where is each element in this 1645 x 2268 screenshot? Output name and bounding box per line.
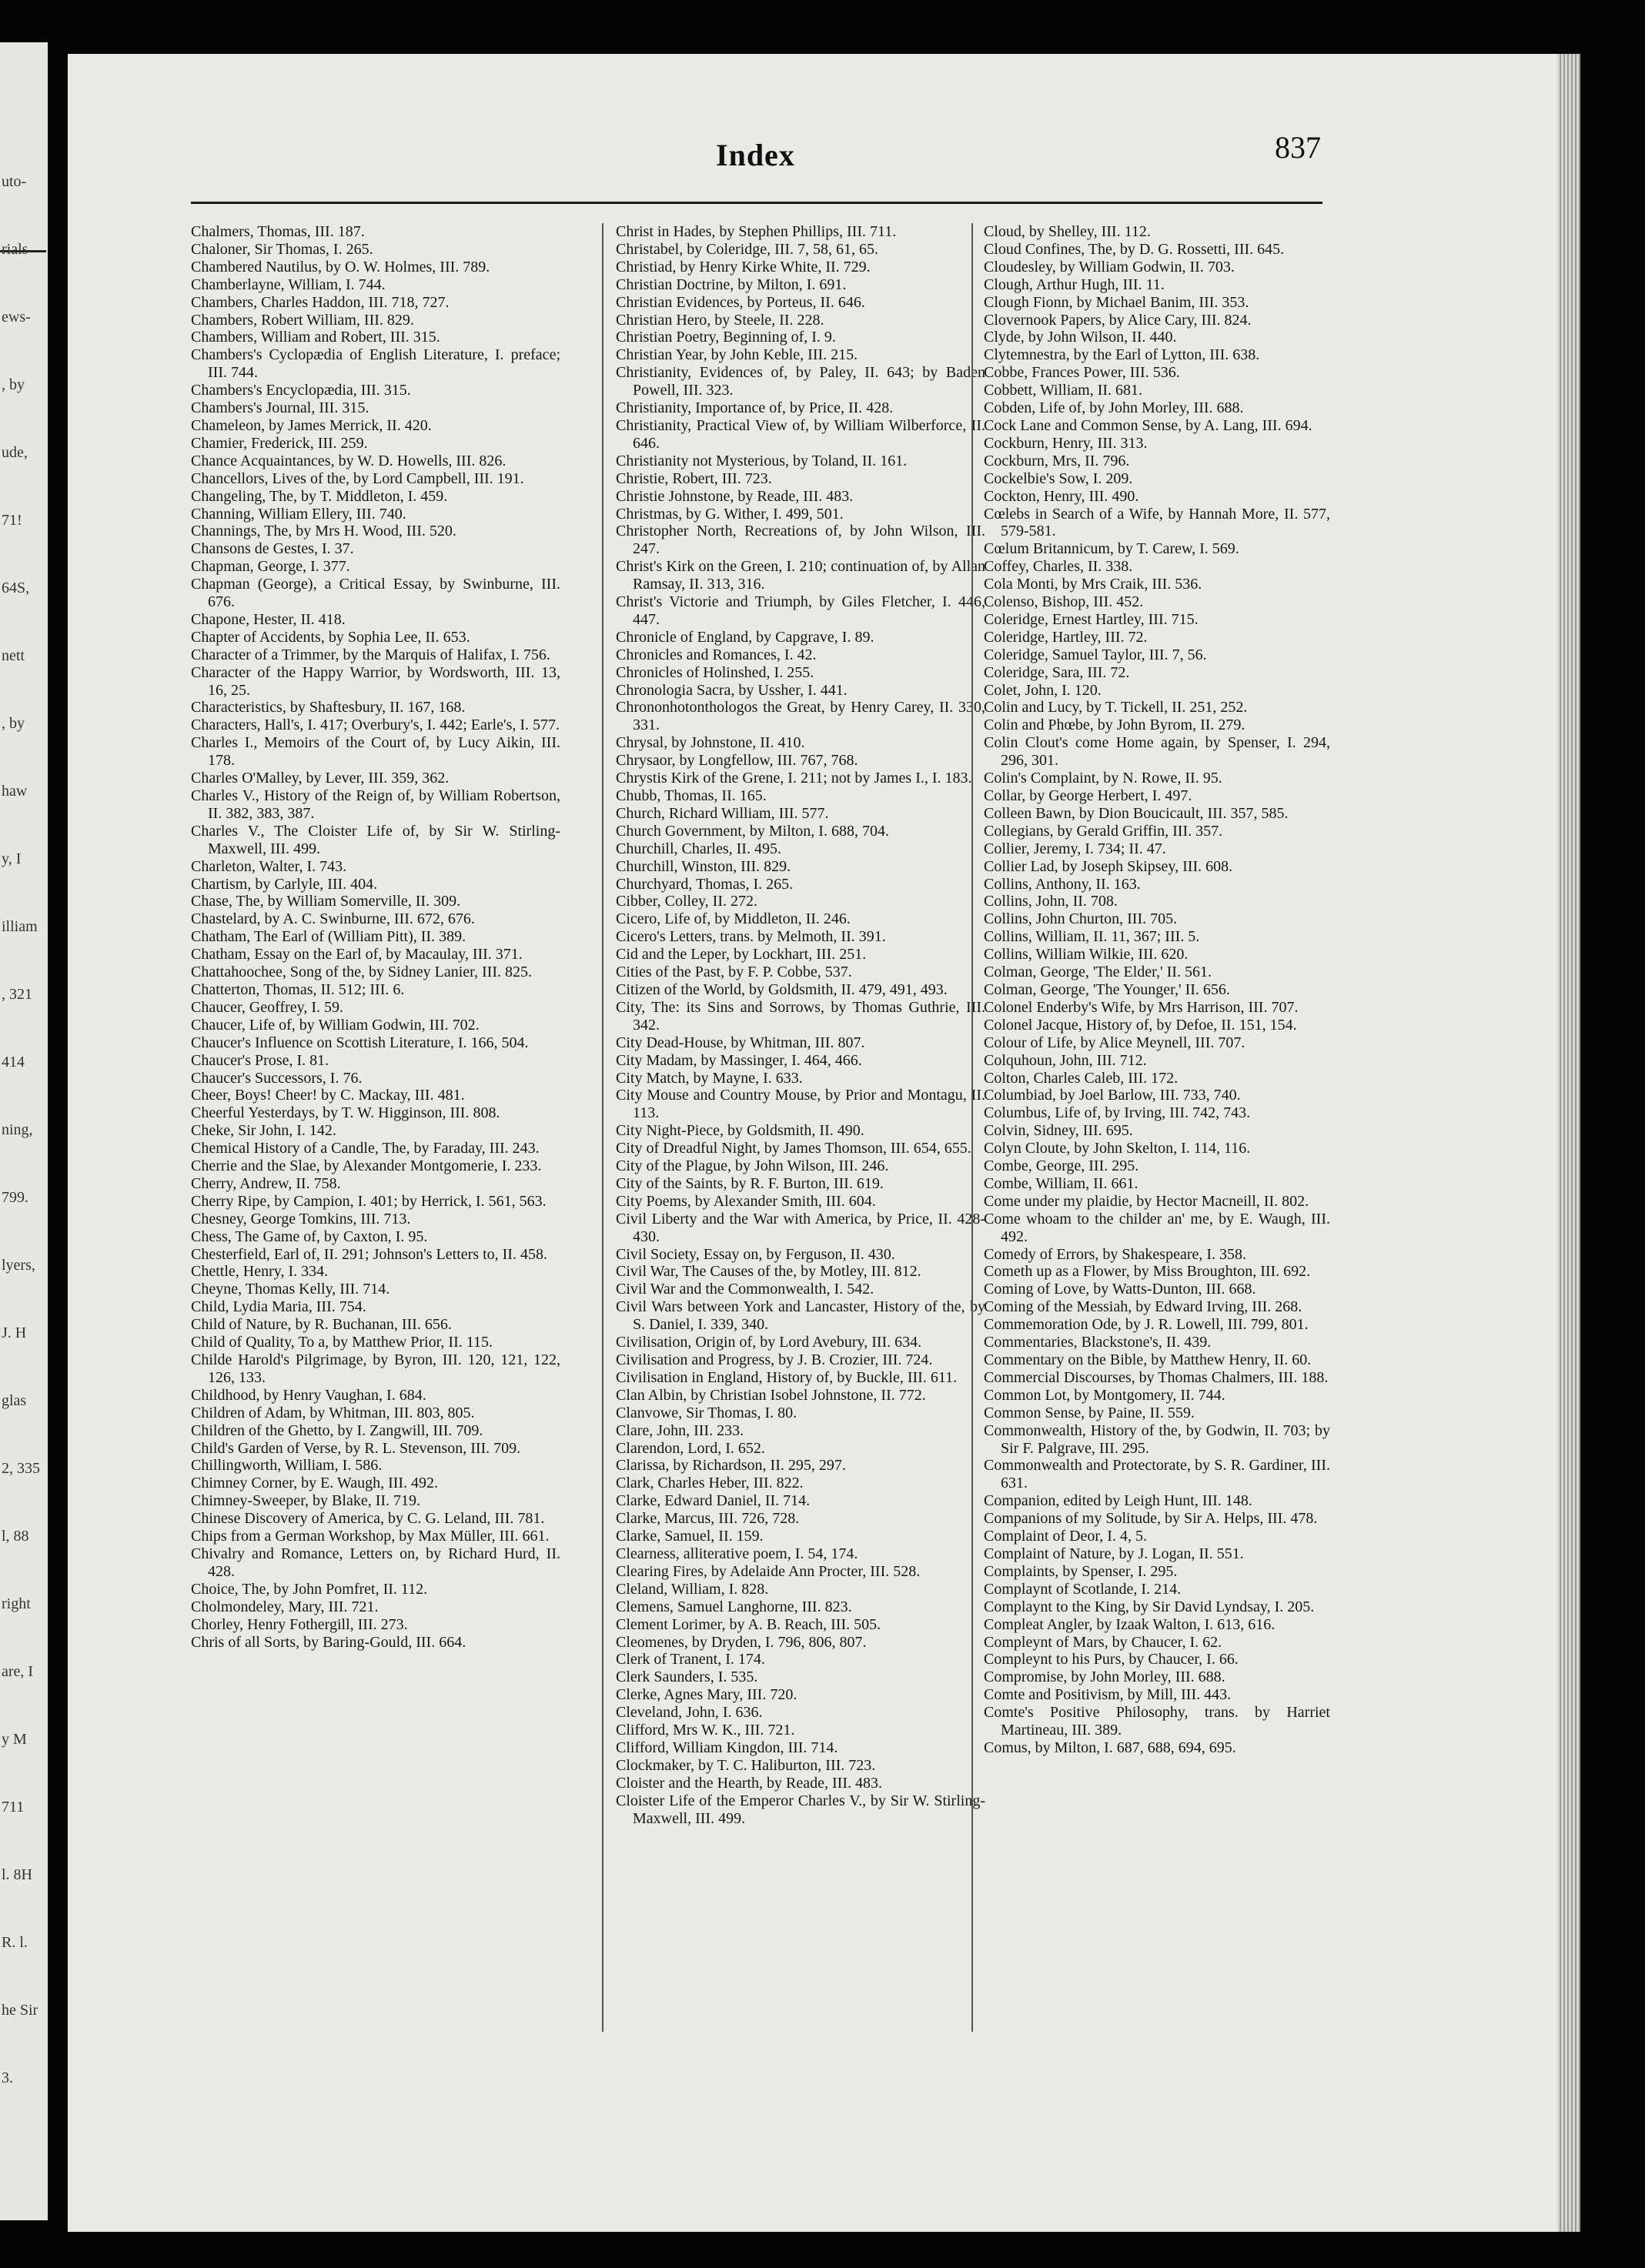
left-page-text-fragment: illiam [2,918,38,935]
left-page-text-fragment: haw [2,783,28,800]
index-entry: Chambers's Encyclopædia, III. 315. [191,382,411,399]
index-entry: Chamberlayne, William, I. 744. [191,276,386,293]
index-entry: Coleridge, Ernest Hartley, III. 715. [984,610,1199,628]
index-entry: Cockton, Henry, III. 490. [984,487,1139,505]
index-entry: Civil War, The Causes of the, by Motley, III. 812. [616,1263,921,1281]
index-entry: Cleveland, John, I. 636. [616,1704,763,1722]
index-entry: Civil Wars between York and Lancaster, History of the, by S. Daniel, I. 339, 340. [616,1298,985,1334]
index-entry: Colleen Bawn, by Dion Boucicault, III. 357, 585. [984,804,1289,822]
index-entry: Colin Clout's come Home again, by Spenser, I. 294, 296, 301. [984,734,1330,770]
index-entry: Christopher North, Recreations of, by John Wilson, III. 247. [616,523,985,558]
index-entry: Clerk Saunders, I. 535. [616,1668,758,1686]
index-entry: Clare, John, III. 233. [616,1421,744,1439]
index-entry: Clemens, Samuel Langhorne, III. 823. [616,1598,852,1615]
left-page-text-fragment: 711 [2,1799,25,1815]
index-entry: Chinese Discovery of America, by C. G. Leland, III. 781. [191,1510,545,1528]
index-entry: Church, Richard William, III. 577. [616,804,829,822]
index-entry: Chalmers, Thomas, III. 187. [191,223,365,240]
index-entry: Coming of Love, by Watts-Dunton, III. 668. [984,1281,1256,1298]
index-entry: Chapman (George), a Critical Essay, by Swinburne, III. 676. [191,576,560,611]
index-entry: Cobden, Life of, by John Morley, III. 688. [984,399,1244,417]
index-entry: Comedy of Errors, by Shakespeare, I. 358. [984,1245,1247,1263]
index-entry: Coffey, Charles, II. 338. [984,558,1133,576]
index-entry: Christian Hero, by Steele, II. 228. [616,311,824,329]
index-entry: Chatham, The Earl of (William Pitt), II. 389. [191,928,466,946]
index-entry: Clarendon, Lord, I. 652. [616,1439,765,1457]
index-entry: Colin's Complaint, by N. Rowe, II. 95. [984,770,1222,787]
index-entry: Chameleon, by James Merrick, II. 420. [191,416,432,434]
index-entry: Chambers, William and Robert, III. 315. [191,329,440,346]
index-entry: Chansons de Gestes, I. 37. [191,540,354,558]
index-entry: Clough Fionn, by Michael Banim, III. 353. [984,293,1249,311]
index-entry: Clockmaker, by T. C. Haliburton, III. 723. [616,1756,876,1774]
index-entry: Chatterton, Thomas, II. 512; III. 6. [191,980,405,998]
index-entry: Chaucer's Successors, I. 76. [191,1069,363,1087]
left-page-text-fragment: , by [2,715,25,732]
left-page-text-fragment: y, I [2,850,22,867]
left-page-text-fragment: 2, 335 [2,1460,40,1477]
index-entry: Clarke, Marcus, III. 726, 728. [616,1510,800,1528]
index-entry: Civilisation and Progress, by J. B. Crozier, III. 724. [616,1351,933,1368]
index-entry: Complaint of Deor, I. 4, 5. [984,1528,1147,1545]
index-entry: Comus, by Milton, I. 687, 688, 694, 695. [984,1739,1236,1756]
left-page-text-fragment: right [2,1595,31,1612]
index-entry: Channings, The, by Mrs H. Wood, III. 520. [191,523,456,540]
index-entry: Christmas, by G. Wither, I. 499, 501. [616,505,844,523]
index-entry: Clan Albin, by Christian Isobel Johnstone, II. 772. [616,1386,926,1404]
index-entry: Chronologia Sacra, by Ussher, I. 441. [616,681,848,699]
index-entry: Chips from a German Workshop, by Max Müller, III. 661. [191,1528,550,1545]
index-entry: Chapman, George, I. 377. [191,558,350,576]
index-entry: Cloud, by Shelley, III. 112. [984,223,1151,240]
index-entry: Cheer, Boys! Cheer! by C. Mackay, III. 481. [191,1087,465,1104]
index-entry: Channing, William Ellery, III. 740. [191,505,406,523]
index-entry: Chambers, Charles Haddon, III. 718, 727. [191,293,450,311]
index-entry: Chambers's Journal, III. 315. [191,399,369,417]
index-entry: Christie, Robert, III. 723. [616,469,772,487]
index-entry: Chesterfield, Earl of, II. 291; Johnson's Letters to, II. 458. [191,1245,547,1263]
index-entry: Coming of the Messiah, by Edward Irving, III. 268. [984,1298,1302,1316]
left-page-text-fragment: ude, [2,444,28,461]
header-rule [191,202,1322,204]
left-page-text-fragment: y M [2,1731,27,1748]
index-entry: Childhood, by Henry Vaughan, I. 684. [191,1386,426,1404]
index-entry: Cockburn, Henry, III. 313. [984,434,1148,452]
index-entry: Chaucer, Life of, by William Godwin, III. 702. [191,1016,480,1034]
index-entry: Chrystis Kirk of the Grene, I. 211; not by James I., I. 183. [616,770,972,787]
index-entry: Commentary on the Bible, by Matthew Henry, II. 60. [984,1351,1312,1368]
index-entry: Cicero, Life of, by Middleton, II. 246. [616,910,851,928]
index-entry: Cock Lane and Common Sense, by A. Lang, III. 694. [984,416,1312,434]
index-entry: City of the Plague, by John Wilson, III. 246. [616,1157,889,1175]
index-entry: Chancellors, Lives of the, by Lord Campbell, III. 191. [191,469,524,487]
index-entry: Child, Lydia Maria, III. 754. [191,1298,366,1316]
index-entry: Character of a Trimmer, by the Marquis of Halifax, I. 756. [191,646,550,663]
index-entry: City of Dreadful Night, by James Thomson, III. 654, 655. [616,1140,971,1157]
index-entry: Chance Acquaintances, by W. D. Howells, III. 826. [191,452,507,469]
left-page-text-fragment: J. H [2,1324,27,1341]
index-entry: Columbus, Life of, by Irving, III. 742, 743. [984,1104,1251,1122]
index-entry: Collins, William Wilkie, III. 620. [984,946,1189,964]
left-page-text-fragment: lyers, [2,1257,35,1274]
index-entry: Collins, John, II. 708. [984,893,1118,910]
index-entry: Collegians, by Gerald Griffin, III. 357. [984,822,1223,840]
left-page-text-fragment: 414 [2,1054,25,1071]
index-entry: Colman, George, 'The Elder,' II. 561. [984,964,1212,981]
index-entry: Complaints, by Spenser, I. 295. [984,1562,1178,1580]
index-entry: Collier Lad, by Joseph Skipsey, III. 608. [984,857,1233,875]
index-entry: Chimney-Sweeper, by Blake, II. 719. [191,1492,421,1510]
index-entry: Cities of the Past, by F. P. Cobbe, 537. [616,964,852,981]
index-entry: Child's Garden of Verse, by R. L. Stevenson, III. 709. [191,1439,521,1457]
left-page-text-fragment: , 321 [2,986,32,1003]
left-page-text-fragment: ews- [2,309,31,326]
index-entry: City Poems, by Alexander Smith, III. 604. [616,1192,876,1210]
left-page-text-fragment: rials [2,241,28,258]
index-entry: Cockelbie's Sow, I. 209. [984,469,1133,487]
index-entry: Chorley, Henry Fothergill, III. 273. [191,1615,408,1633]
index-entry: Companion, edited by Leigh Hunt, III. 148. [984,1492,1252,1510]
index-entry: Chronicles of Holinshed, I. 255. [616,663,814,681]
index-entry: Colton, Charles Caleb, III. 172. [984,1069,1179,1087]
index-entry: Cibber, Colley, II. 272. [616,893,757,910]
index-entry: City, The: its Sins and Sorrows, by Thomas Guthrie, III. 342. [616,998,985,1034]
left-page-text-fragment: are, I [2,1663,34,1680]
index-entry: Cockburn, Mrs, II. 796. [984,452,1130,469]
index-column-2 [616,223,985,2193]
index-entry: Combe, William, II. 661. [984,1174,1138,1192]
page-number: 837 [1275,130,1321,165]
index-entry: Charles V., The Cloister Life of, by Sir W. Stirling-Maxwell, III. 499. [191,822,560,857]
index-entry: Commemoration Ode, by J. R. Lowell, III. 799, 801. [984,1316,1309,1334]
index-entry: Clovernook Papers, by Alice Cary, III. 824. [984,311,1252,329]
index-entry: Cloister Life of the Emperor Charles V., by Sir W. Stirling-Maxwell, III. 499. [616,1792,985,1827]
index-entry: Commentaries, Blackstone's, II. 439. [984,1334,1212,1351]
index-entry: Christie Johnstone, by Reade, III. 483. [616,487,854,505]
index-entry: Chaucer's Prose, I. 81. [191,1051,329,1069]
index-entry: Commonwealth and Protectorate, by S. R. Gardiner, III. 631. [984,1457,1330,1492]
index-entry: Columbiad, by Joel Barlow, III. 733, 740. [984,1087,1241,1104]
index-entry: Christiad, by Henry Kirke White, II. 729. [616,258,871,276]
index-entry: Christian Poetry, Beginning of, I. 9. [616,329,836,346]
index-entry: Christianity, Importance of, by Price, II. 428. [616,399,894,417]
index-entry: Collins, Anthony, II. 163. [984,875,1141,893]
index-entry: Cœlebs in Search of a Wife, by Hannah More, II. 577, 579-581. [984,505,1330,540]
index-entry: Clearing Fires, by Adelaide Ann Procter, III. 528. [616,1562,921,1580]
left-page-text-fragment: 3. [2,2069,13,2086]
index-entry: Complaint of Nature, by J. Logan, II. 551. [984,1545,1244,1562]
index-entry: Christian Year, by John Keble, III. 215. [616,346,858,364]
index-entry: Chartism, by Carlyle, III. 404. [191,875,378,893]
index-entry: Chatham, Essay on the Earl of, by Macaulay, III. 371. [191,946,523,964]
index-entry: Chivalry and Romance, Letters on, by Richard Hurd, II. 428. [191,1545,560,1580]
index-entry: Chambers's Cyclopædia of English Literature, I. preface; III. 744. [191,346,560,382]
index-entry: Cloister and the Hearth, by Reade, III. 483. [616,1774,883,1792]
index-entry: Clerke, Agnes Mary, III. 720. [616,1686,797,1704]
index-entry: Characters, Hall's, I. 417; Overbury's, I. 442; Earle's, I. 577. [191,716,560,734]
index-entry: Colquhoun, John, III. 712. [984,1051,1147,1069]
index-entry: Cometh up as a Flower, by Miss Broughton, III. 692. [984,1263,1311,1281]
left-page-text-fragment: nett [2,647,25,664]
index-entry: Clarke, Samuel, II. 159. [616,1528,764,1545]
index-entry: Companions of my Solitude, by Sir A. Helps, III. 478. [984,1510,1318,1528]
index-entry: Churchill, Winston, III. 829. [616,857,791,875]
index-entry: Cleomenes, by Dryden, I. 796, 806, 807. [616,1633,867,1651]
index-entry: Chastelard, by A. C. Swinburne, III. 672, 676. [191,910,475,928]
index-entry: Colman, George, 'The Younger,' II. 656. [984,980,1230,998]
index-entry: Chrysal, by Johnstone, II. 410. [616,734,805,752]
index-entry: Compleynt to his Purs, by Chaucer, I. 66. [984,1651,1239,1668]
index-entry: Chettle, Henry, I. 334. [191,1263,329,1281]
index-entry: Civil War and the Commonwealth, I. 542. [616,1281,874,1298]
index-entry: Cherrie and the Slae, by Alexander Montgomerie, I. 233. [191,1157,542,1175]
index-entry: Chrononhotonthologos the Great, by Henry Carey, II. 330, 331. [616,699,985,734]
index-entry: Chambered Nautilus, by O. W. Holmes, III. 789. [191,258,490,276]
index-entry: Churchill, Charles, II. 495. [616,840,781,857]
index-entry: Children of the Ghetto, by I. Zangwill, III. 709. [191,1421,483,1439]
index-entry: Come whoam to the childer an' me, by E. Waugh, III. 492. [984,1210,1330,1245]
index-entry: Charles O'Malley, by Lever, III. 359, 362. [191,770,450,787]
column-divider [602,223,604,2032]
index-entry: Cloud Confines, The, by D. G. Rossetti, III. 645. [984,240,1285,258]
index-entry: Commonwealth, History of the, by Godwin, II. 703; by Sir F. Palgrave, III. 295. [984,1421,1330,1457]
index-column-3 [984,223,1330,2193]
index-entry: Clanvowe, Sir Thomas, I. 80. [616,1404,797,1421]
index-entry: City Madam, by Massinger, I. 464, 466. [616,1051,862,1069]
index-entry: Compleat Angler, by Izaak Walton, I. 613, 616. [984,1615,1276,1633]
index-entry: Collins, John Churton, III. 705. [984,910,1178,928]
index-entry: Clark, Charles Heber, III. 822. [616,1475,804,1492]
index-entry: Commercial Discourses, by Thomas Chalmers, III. 188. [984,1368,1329,1386]
index-entry: Comte's Positive Philosophy, trans. by Harriet Martineau, III. 389. [984,1704,1330,1739]
index-entry: Chamier, Frederick, III. 259. [191,434,368,452]
left-page-text-fragment: l, 88 [2,1528,29,1545]
index-entry: Chase, The, by William Somerville, II. 309. [191,893,461,910]
left-page-text-fragment: he Sir [2,2002,38,2019]
index-entry: Christian Evidences, by Porteus, II. 646. [616,293,865,311]
index-entry: Chambers, Robert William, III. 829. [191,311,414,329]
index-entry: Cobbe, Frances Power, III. 536. [984,364,1180,382]
index-entry: Christ in Hades, by Stephen Phillips, III. 711. [616,223,897,240]
index-entry: Cheyne, Thomas Kelly, III. 714. [191,1281,390,1298]
index-entry: Common Lot, by Montgomery, II. 744. [984,1386,1225,1404]
index-entry: Chesney, George Tomkins, III. 713. [191,1210,411,1228]
index-entry: Clytemnestra, by the Earl of Lytton, III. 638. [984,346,1260,364]
index-entry: City Night-Piece, by Goldsmith, II. 490. [616,1122,864,1140]
index-entry: Charles I., Memoirs of the Court of, by Lucy Aikin, III. 178. [191,734,560,770]
index-entry: Colenso, Bishop, III. 452. [984,593,1144,611]
index-entry: Clement Lorimer, by A. B. Reach, III. 505. [616,1615,881,1633]
index-entry: City Match, by Mayne, I. 633. [616,1069,803,1087]
index-entry: Complaynt to the King, by Sir David Lyndsay, I. 205. [984,1598,1315,1615]
index-entry: Civilisation in England, History of, by Buckle, III. 611. [616,1368,958,1386]
index-entry: Christianity, Evidences of, by Paley, II. 643; by Baden Powell, III. 323. [616,364,985,399]
index-entry: Cholmondeley, Mary, III. 721. [191,1598,379,1615]
index-entry: Collar, by George Herbert, I. 497. [984,787,1192,804]
left-page-text-fragment: 64S, [2,580,30,596]
index-entry: Chess, The Game of, by Caxton, I. 95. [191,1228,428,1245]
left-page-text-fragment: , by [2,376,25,393]
index-entry: Childe Harold's Pilgrimage, by Byron, III. 120, 121, 122, 126, 133. [191,1351,560,1386]
index-entry: Common Sense, by Paine, II. 559. [984,1404,1195,1421]
index-entry: Chattahoochee, Song of the, by Sidney Lanier, III. 825. [191,964,532,981]
index-entry: Choice, The, by John Pomfret, II. 112. [191,1580,428,1598]
index-entry: Coleridge, Hartley, III. 72. [984,628,1148,646]
index-entry: Colet, John, I. 120. [984,681,1102,699]
index-entry: Christabel, by Coleridge, III. 7, 58, 61, 65. [616,240,879,258]
left-page-text-fragment: l. 8H [2,1866,32,1883]
index-entry: Civil Society, Essay on, by Ferguson, II. 430. [616,1245,895,1263]
index-entry: Chaucer, Geoffrey, I. 59. [191,998,344,1016]
index-entry: Cheerful Yesterdays, by T. W. Higginson, III. 808. [191,1104,500,1122]
index-entry: Colonel Enderby's Wife, by Mrs Harrison, III. 707. [984,998,1299,1016]
left-page-text-fragment: 799. [2,1189,28,1206]
index-column-1 [191,223,560,2193]
index-entry: Cherry Ripe, by Campion, I. 401; by Herrick, I. 561, 563. [191,1192,547,1210]
left-page-text-fragment: R. l. [2,1934,28,1951]
index-entry: Colonel Jacque, History of, by Defoe, II. 151, 154. [984,1016,1297,1034]
index-entry: Clarke, Edward Daniel, II. 714. [616,1492,811,1510]
index-entry: Collins, William, II. 11, 367; III. 5. [984,928,1200,946]
index-entry: Cleland, William, I. 828. [616,1580,769,1598]
index-entry: Chris of all Sorts, by Baring-Gould, III. 664. [191,1633,466,1651]
index-entry: Christianity not Mysterious, by Toland, II. 161. [616,452,908,469]
index-entry: Cœlum Britannicum, by T. Carew, I. 569. [984,540,1239,558]
index-entry: Church Government, by Milton, I. 688, 704. [616,822,889,840]
index-entry: Come under my plaidie, by Hector Macneill, II. 802. [984,1192,1309,1210]
index-entry: Chimney Corner, by E. Waugh, III. 492. [191,1475,439,1492]
index-entry: Clerk of Tranent, I. 174. [616,1651,765,1668]
index-entry: City Mouse and Country Mouse, by Prior and Montagu, II. 113. [616,1087,985,1122]
index-entry: Chronicles and Romances, I. 42. [616,646,817,663]
index-entry: Chrysaor, by Longfellow, III. 767, 768. [616,752,858,770]
index-entry: Character of the Happy Warrior, by Wordsworth, III. 13, 16, 25. [191,663,560,699]
index-entry: Citizen of the World, by Goldsmith, II. 479, 491, 493. [616,980,948,998]
index-entry: Collier, Jeremy, I. 734; II. 47. [984,840,1166,857]
index-entry: Child of Quality, To a, by Matthew Prior, II. 115. [191,1334,493,1351]
left-page-text-fragment: 71! [2,512,22,529]
index-entry: Combe, George, III. 295. [984,1157,1139,1175]
index-entry: Clough, Arthur Hugh, III. 11. [984,276,1165,293]
index-entry: Clarissa, by Richardson, II. 295, 297. [616,1457,846,1475]
index-entry: Chaucer's Influence on Scottish Literature, I. 166, 504. [191,1034,529,1051]
index-entry: Chapone, Hester, II. 418. [191,610,346,628]
index-entry: Civil Liberty and the War with America, by Price, II. 428-430. [616,1210,985,1245]
index-entry: Chaloner, Sir Thomas, I. 265. [191,240,373,258]
index-entry: Cid and the Leper, by Lockhart, III. 251. [616,946,867,964]
index-entry: City of the Saints, by R. F. Burton, III. 619. [616,1174,884,1192]
index-entry: Chronicle of England, by Capgrave, I. 89. [616,628,874,646]
left-page-text-fragment: uto- [2,173,27,190]
index-entry: Colin and Lucy, by T. Tickell, II. 251, 252. [984,699,1248,716]
index-entry: Charleton, Walter, I. 743. [191,857,347,875]
index-entry: Clearness, alliterative poem, I. 54, 174. [616,1545,858,1562]
index-entry: Christ's Kirk on the Green, I. 210; continuation of, by Allan Ramsay, II. 313, 316. [616,558,985,593]
index-entry: Cherry, Andrew, II. 758. [191,1174,341,1192]
index-entry: Christ's Victorie and Triumph, by Giles Fletcher, I. 446, 447. [616,593,985,628]
index-entry: Clifford, Mrs W. K., III. 721. [616,1722,795,1739]
left-page-text-fragment: ning, [2,1121,33,1138]
index-entry: Charles V., History of the Reign of, by William Robertson, II. 382, 383, 387. [191,787,560,822]
index-entry: Chemical History of a Candle, The, by Faraday, III. 243. [191,1140,540,1157]
index-entry: Child of Nature, by R. Buchanan, III. 656. [191,1316,452,1334]
index-entry: Chubb, Thomas, II. 165. [616,787,767,804]
page-edge [1557,54,1580,2232]
index-entry: Characteristics, by Shaftesbury, II. 167, 168. [191,699,466,716]
index-entry: Compleynt of Mars, by Chaucer, I. 62. [984,1633,1222,1651]
index-entry: Colvin, Sidney, III. 695. [984,1122,1133,1140]
index-entry: Colyn Cloute, by John Skelton, I. 114, 116. [984,1140,1251,1157]
index-entry: Churchyard, Thomas, I. 265. [616,875,794,893]
index-entry: Cicero's Letters, trans. by Melmoth, II. 391. [616,928,886,946]
index-entry: Christianity, Practical View of, by William Wilberforce, II. 646. [616,416,985,452]
index-entry: Clifford, William Kingdon, III. 714. [616,1739,838,1756]
left-page-fragment [0,42,48,2220]
index-entry: Chillingworth, William, I. 586. [191,1457,383,1475]
index-entry: Comte and Positivism, by Mill, III. 443. [984,1686,1232,1704]
index-entry: Cheke, Sir John, I. 142. [191,1122,336,1140]
index-entry: Christian Doctrine, by Milton, I. 691. [616,276,847,293]
index-entry: Cola Monti, by Mrs Craik, III. 536. [984,576,1202,593]
index-entry: Cloudesley, by William Godwin, II. 703. [984,258,1235,276]
index-entry: Children of Adam, by Whitman, III. 803, 805. [191,1404,475,1421]
index-entry: Cobbett, William, II. 681. [984,382,1143,399]
index-entry: Coleridge, Sara, III. 72. [984,663,1130,681]
column-divider [971,223,973,2032]
index-entry: Civilisation, Origin of, by Lord Avebury, III. 634. [616,1334,922,1351]
left-page-text-fragment: glas [2,1392,27,1409]
index-entry: Changeling, The, by T. Middleton, I. 459. [191,487,448,505]
index-entry: Compromise, by John Morley, III. 688. [984,1668,1225,1686]
index-entry: City Dead-House, by Whitman, III. 807. [616,1034,865,1051]
index-entry: Complaynt of Scotlande, I. 214. [984,1580,1182,1598]
index-entry: Clyde, by John Wilson, II. 440. [984,329,1177,346]
page-title: Index [716,138,795,172]
index-entry: Colin and Phœbe, by John Byrom, II. 279. [984,716,1245,734]
index-entry: Coleridge, Samuel Taylor, III. 7, 56. [984,646,1207,663]
index-entry: Colour of Life, by Alice Meynell, III. 707. [984,1034,1245,1051]
index-entry: Chapter of Accidents, by Sophia Lee, II. 653. [191,628,470,646]
